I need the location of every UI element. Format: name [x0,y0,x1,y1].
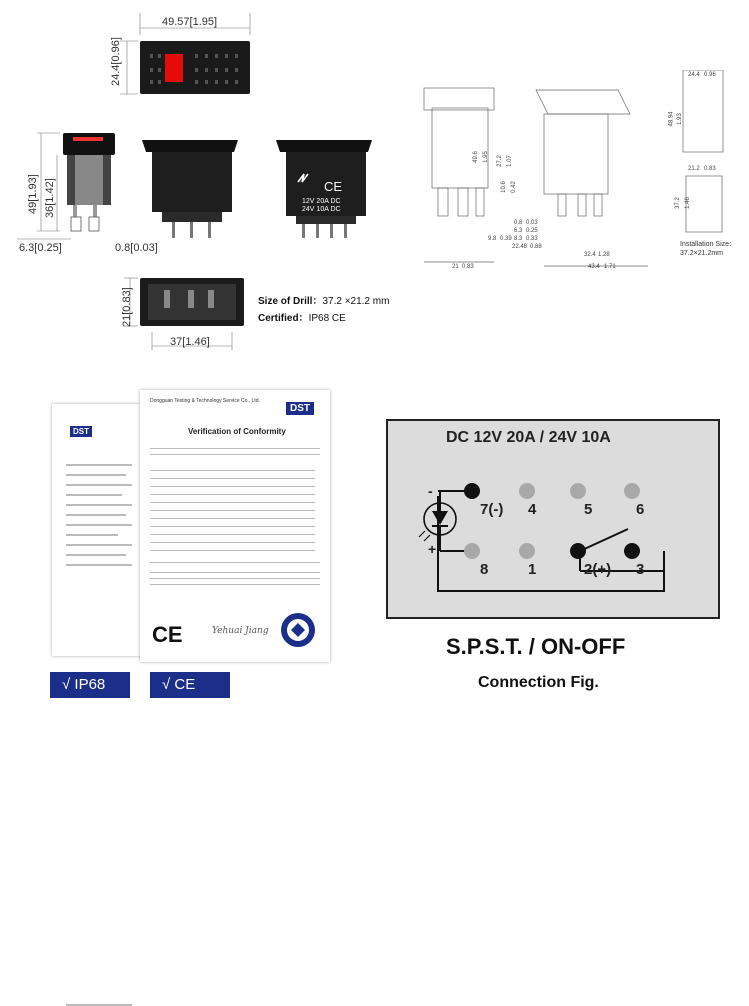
certificate-front [140,390,330,662]
dim-1-95: 1.95 [482,151,489,163]
ce-badge: √ CE [150,672,230,698]
certificate-back [52,404,140,656]
dim-0-42: 0.42 [510,181,517,193]
dim-32-4: 32.4 [584,252,596,258]
connection-fig-caption: Connection Fig. [478,674,599,691]
certificate-logo: DST [286,402,314,415]
pin-5-label: 5 [584,501,593,518]
side-view-drawing [5,125,130,260]
wiring-diagram [386,419,720,619]
bottom-view [108,270,258,355]
dim-22-48: 22.48 [512,244,528,250]
certificate-seal-icon [280,612,316,648]
pin-3-dot [624,543,640,559]
technical-drawing-dims [418,70,728,275]
side-height-label: 49[1.93] [27,174,39,214]
pin-1-label: 1 [528,561,537,578]
bottom-width-label: 37[1.46] [170,336,210,348]
dim-1-71: 1.71 [604,264,616,270]
certificate-company: Dongguan Testing & Technology Service Co., Ltd. [150,398,260,404]
pin-4-label: 4 [528,501,537,518]
front-view [100,10,270,100]
pin-8-label: 8 [480,561,489,578]
pin-2-label: 2(+) [584,561,612,578]
dim-10-6: 10.6 [500,181,507,193]
front-side-view [138,130,248,260]
dim-6-3: 6.3 [514,228,523,234]
dim-0-25: 0.25 [526,228,538,234]
pin-3-label: 3 [636,561,645,578]
dim-48-94: 48.94 [668,111,675,127]
pin-7-label: 7(-) [480,501,504,518]
pin-offset-label: 6.3[0.25] [19,242,62,254]
bottom-height-label: 21[0.83] [121,287,133,327]
plus-label: + [428,541,437,557]
wiring-header: DC 12V 20A / 24V 10A [446,429,611,446]
pin-4-dot [519,483,535,499]
side-body-label: 36[1.42] [44,178,56,218]
dim-0-96: 0.96 [704,72,716,78]
dim-1-07: 1.07 [506,155,513,167]
dim-43-4: 43.4 [588,264,600,270]
pin-1-dot [519,543,535,559]
dim-37-2: 37.2 [674,197,681,209]
pin-width-label: 0.8[0.03] [115,242,158,254]
dim-0-03: 0.03 [526,220,538,226]
dim-0-8: 0.8 [514,220,523,226]
minus-label: - [428,483,433,499]
ip68-badge: √ IP68 [50,672,130,698]
certificate-ce-mark: CE [152,622,183,647]
rear-view [272,130,382,260]
dim-0-83: 0.83 [462,264,474,270]
dim-49-6: 49.6 [472,151,479,163]
pin-2-dot [570,543,586,559]
certificate-back-logo: DST [70,426,92,437]
pin-5-dot [570,483,586,499]
dim-1-46: 1.46 [684,197,691,209]
rear-rating-text: 12V 20A DC 24V 10A DC [302,198,341,213]
side-view [5,125,130,260]
dim-9-8: 9.8 [488,236,497,242]
dim-0-88: 0.88 [530,244,542,250]
dim-8-3: 8.3 [514,236,523,242]
led-icon [416,501,464,545]
switch-type-title: S.P.S.T. / ON-OFF [446,634,626,659]
certified-line: Certified：IP68 CE [258,313,346,324]
pin-6-dot [624,483,640,499]
front-side-drawing [138,130,248,260]
dim-0-33: 0.33 [526,236,538,242]
certificate-title: Verification of Conformity [188,427,286,436]
dim-0-39: 0.39 [500,236,512,242]
dim-1-93: 1.93 [676,113,683,125]
rear-view-drawing [272,130,382,260]
front-height-label: 24.4[0.96] [110,37,122,86]
pin-8-dot [464,543,480,559]
dim-27-2: 27.2 [496,155,503,167]
dim-24-4: 24.4 [688,72,700,78]
pin-7-dot [464,483,480,499]
rear-ce-mark: CE [324,179,343,194]
certificate-signature: Yehuai Jiang [212,626,269,636]
dim-21: 21 [452,264,459,270]
dim-1-28: 1.28 [598,252,610,258]
dim-21-2: 21.2 [688,166,700,172]
dim-0-83b: 0.83 [704,166,716,172]
drill-size-line: Size of Drill：37.2 ×21.2 mm [258,296,390,307]
front-width-label: 49.57[1.95] [162,16,218,28]
install-size: Installation Size： 37.2×21.2mm [680,241,737,257]
pin-6-label: 6 [636,501,645,518]
